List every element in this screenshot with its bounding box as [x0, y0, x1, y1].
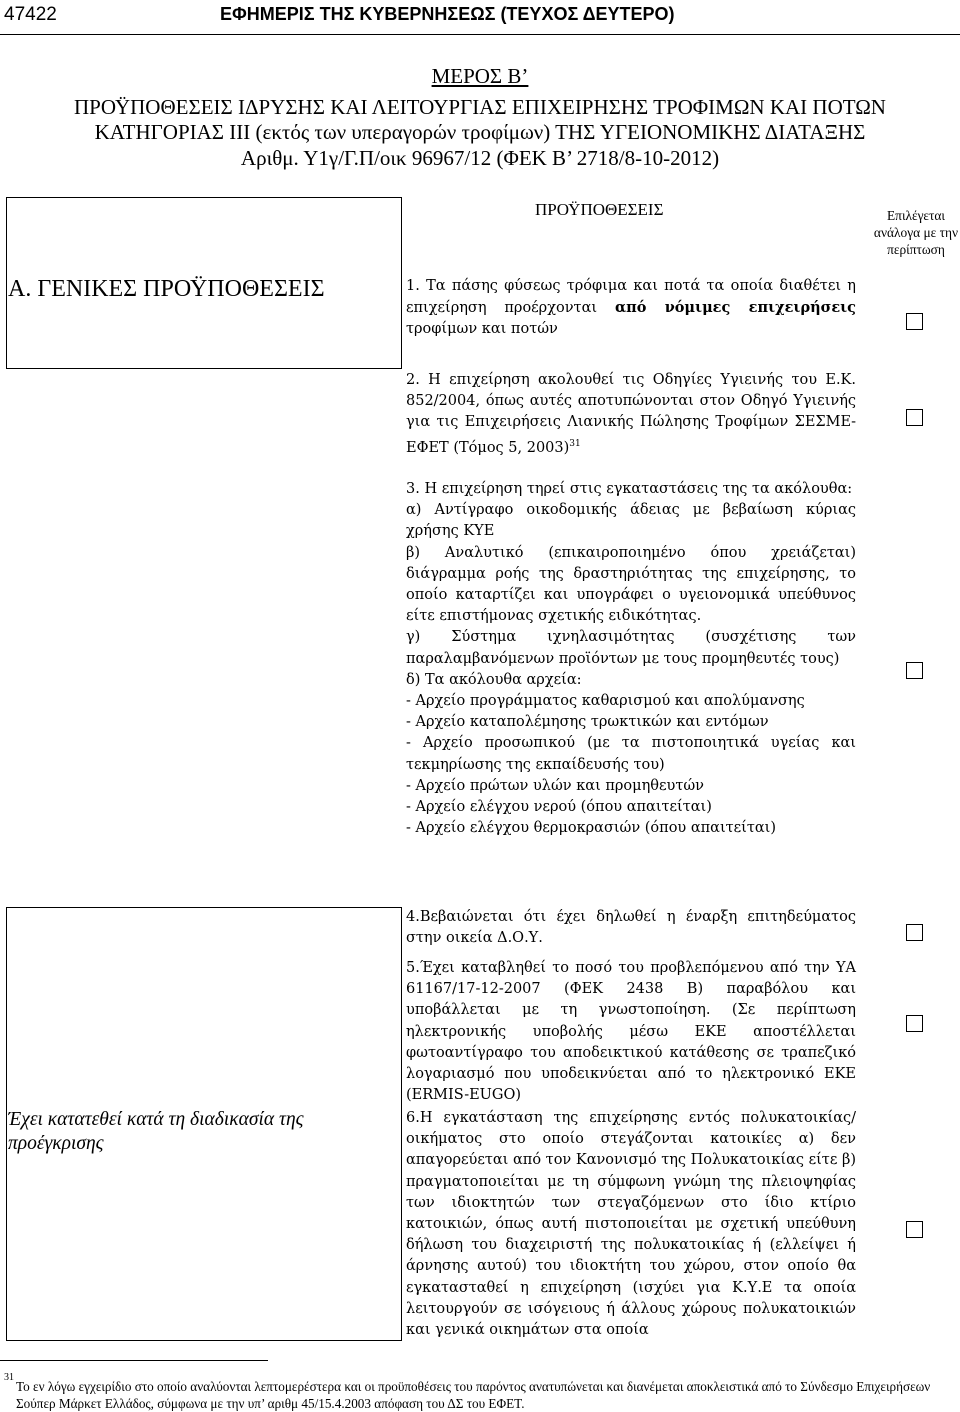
item-3-d5: - Αρχείο ελέγχου νερού (όπου απαιτείται) — [406, 799, 712, 816]
gazette-title: ΕΦΗΜΕΡΙΣ ΤΗΣ ΚΥΒΕΡΝΗΣΕΩΣ (ΤΕΥΧΟΣ ΔΕΥΤΕΡΟ) — [220, 4, 675, 24]
item-3-c: γ) Σύστημα ιχνηλασιμότητας (συσχέτισης των παραλαμβανόμενων προϊόντων με τους προμηθευτές τους) — [406, 629, 856, 667]
doc-title-line2: ΚΑΤΗΓΟΡΙΑΣ ΙΙΙ (εκτός των υπεραγορών τροφίμων) ΤΗΣ ΥΓΕΙΟΝΟΜΙΚΗΣ ΔΙΑΤΑΞΗΣ — [94, 120, 866, 144]
item-3-b: β) Αναλυτικό (επικαιροποιημένο όπου χρειάζεται) διάγραμμα ροής της δραστηριότητας της επιχείρησης, το οποίο καταρτίζει και υπογράφει ο υγειονομικά υπεύθυνος είτε επιστήμονας σχετικής ειδικότητας. — [406, 544, 856, 625]
item-3-a: α) Αντίγραφο οικοδομικής άδειας με βεβαίωση κύριας χρήσης ΚΥΕ — [406, 502, 856, 540]
footnote-text: Το εν λόγω εγχειρίδιο στο οποίο αναλύονται λεπτομερέστερα και οι προϋποθέσεις του παρόντος ανατυπώνεται και διανέμεται αποκλειστικά από το Σύνδεσμο Επιχειρήσεων Σούπερ Μάρκετ Ελλάδος, σύμφωνα με την υπ’ αριθμ 45/15.4.2003 απόφαση του ΔΣ του ΕΦΕΤ. — [16, 1379, 931, 1411]
footnote-ref: 31 — [569, 438, 581, 449]
checkbox-item-1[interactable] — [906, 313, 923, 330]
item-3-d3: - Αρχείο προσωπικού (με τα πιστοποιητικά υγείας και τεκμηρίωσης της εκπαίδευσής του) — [406, 735, 856, 773]
checkbox-item-3[interactable] — [906, 662, 923, 679]
checkbox-item-4[interactable] — [906, 924, 923, 941]
item-3-intro: 3. Η επιχείρηση τηρεί στις εγκαταστάσεις της τα ακόλουθα: — [406, 481, 853, 497]
item-1-bold: από νόμιμες επιχειρήσεις — [614, 299, 856, 317]
item-3-d: δ) Τα ακόλουθα αρχεία: — [406, 671, 582, 688]
item-1-text: 1. Τα πάσης φύσεως τρόφιμα και ποτά τα οποία διαθέτει η επιχείρηση προέρχονται — [406, 278, 856, 317]
checkbox-item-2[interactable] — [906, 409, 923, 426]
page-number: 47422 — [4, 4, 57, 25]
condition-item-4: 4.Βεβαιώνεται ότι έχει δηλωθεί η έναρξη επιτηδεύματος στην οικεία Δ.Ο.Υ. — [406, 909, 856, 947]
condition-item-6: 6.Η εγκατάσταση της επιχείρησης εντός πολυκατοικίας/ οικήματος στο οποίο στεγάζονται κατοικίες α) δεν απαγορεύεται από τον Κανονισμό της Πολυκατοικίας είτε β) πραγματοποιείται με τη σύμφωνη γνώμη της πλειοψηφίας των ιδιοκτητών των στεγαζόμενων στο ίδιο κτίριο κατοικιών, όπως αυτή πιστοποιείται με σχετική υπεύθυνη δήλωση του διαχειριστή της πολυκατοικίας ή (ελλείψει ή άρνησης αυτού) του ιδιοκτήτη του χώρου, στον οποίο θα εγκατασταθεί η επιχείρηση (ισχύει για Κ.Υ.Ε τα οποία λειτουργούν σε ισόγειους ή άλλους χώρους πολυκατοικιών και γενικά οικημάτων στα οποία — [406, 1110, 856, 1339]
part-heading: ΜΕΡΟΣ Β’ — [431, 64, 529, 88]
item-2-text: 2. Η επιχείρηση ακολουθεί τις Οδηγίες Υγιεινής του Ε.Κ. 852/2004, όπως αυτές αποτυπώνονται στον Οδηγό Υγιεινής για τις Επιχειρήσεις Λιανικής Πώλησης Τροφίμων ΣΕΣΜΕ- ΕΦΕΤ (Τόμος 5, 2003) — [406, 372, 856, 456]
footnote-number: 31 — [4, 1372, 14, 1383]
condition-item-2 — [406, 370, 856, 459]
item-1-text-end: τροφίμων και ποτών — [406, 321, 558, 338]
item-3-d1: - Αρχείο προγράμματος καθαρισμού και απολύμανσης — [406, 693, 805, 710]
item-3-d6: - Αρχείο ελέγχου θερμοκρασιών (όπου απαιτείται) — [406, 820, 777, 837]
section-a-label: Α. ΓΕΝΙΚΕΣ ΠΡΟΫΠΟΘΕΣΕΙΣ — [8, 276, 325, 302]
item-3-d4: - Αρχείο πρώτων υλών και προμηθευτών — [406, 777, 704, 794]
doc-title-line1: ΠΡΟΫΠΟΘΕΣΕΙΣ ΙΔΡΥΣΗΣ ΚΑΙ ΛΕΙΤΟΥΡΓΙΑΣ ΕΠΙΧΕΙΡΗΣΗΣ ΤΡΟΦΙΜΩΝ ΚΑΙ ΠΟΤΩΝ — [74, 95, 886, 119]
footnote-divider — [0, 1360, 268, 1361]
conditions-column-header: ΠΡΟΫΠΟΘΕΣΕΙΣ — [535, 200, 664, 219]
item-3-d2: - Αρχείο καταπολέμησης τρωκτικών και εντόμων — [406, 714, 769, 731]
doc-title-line3: Αριθμ. Υ1γ/Γ.Π/οικ 96967/12 (ΦΕΚ Β’ 2718/8-10-2012) — [240, 146, 720, 170]
condition-item-3 — [406, 479, 856, 839]
selection-column-header: Επιλέγεται ανάλογα με την περίπτωση — [873, 208, 959, 257]
checkbox-item-6[interactable] — [906, 1221, 923, 1238]
condition-item-1 — [406, 276, 856, 341]
condition-item-5: 5.Έχει καταβληθεί το ποσό του προβλεπόμενου από την ΥΑ 61167/17-12-2007 (ΦΕΚ 2438 Β) παραβόλου και υποβάλλεται με τη γνωστοποίηση. (Σε περίπτωση ηλεκτρονικής υποβολής μέσω ΕΚΕ αποστέλλεται φωτοαντίγραφο του αποδεικτικού κατάθεσης σε τραπεζικό λογαριασμό που υποδεικνύεται από το ηλεκτρονικό ΕΚΕ (ERMIS-EUGO) — [406, 960, 856, 1104]
pre-approval-label: Έχει κατατεθεί κατά τη διαδικασία της προέγκρισης — [8, 1109, 304, 1154]
header-divider — [0, 34, 960, 35]
checkbox-item-5[interactable] — [906, 1015, 923, 1032]
